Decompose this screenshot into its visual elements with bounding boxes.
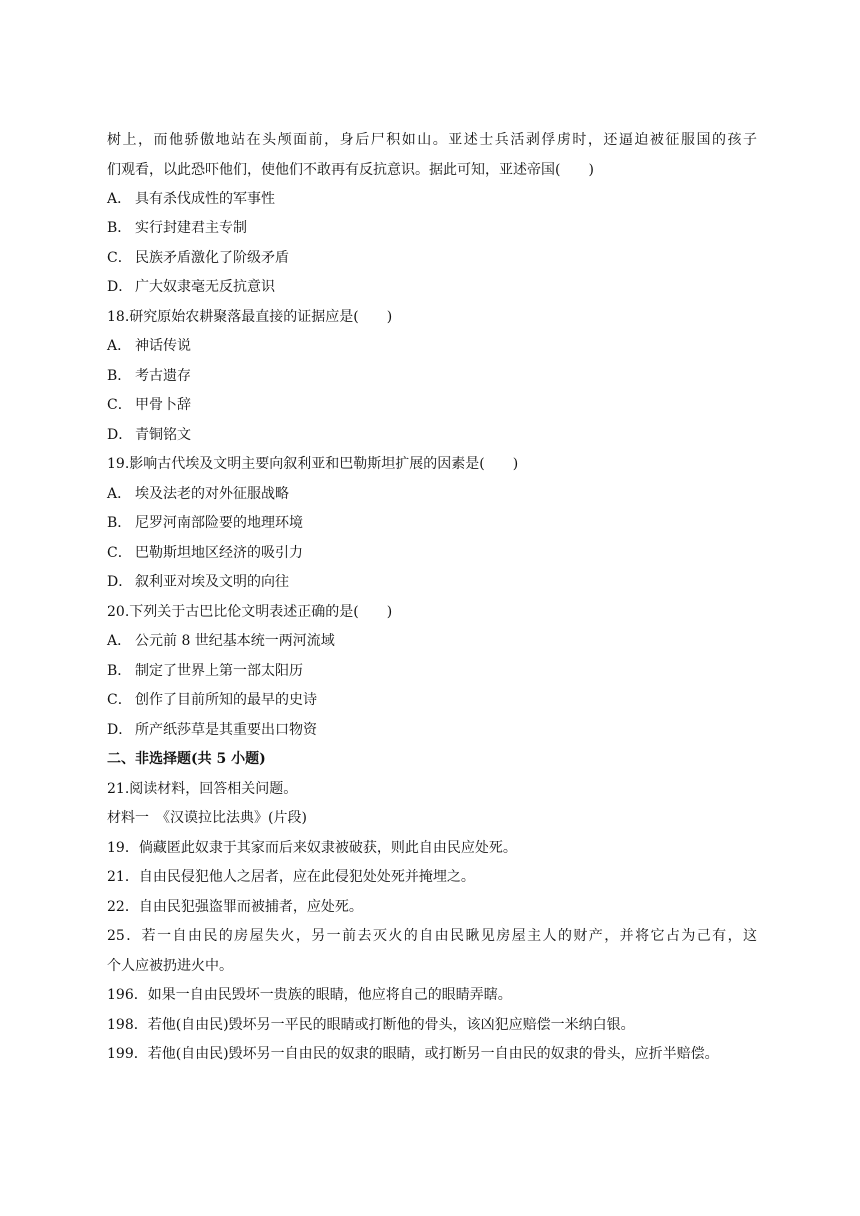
option-letter: B． <box>107 220 132 236</box>
option-letter: D． <box>107 427 133 443</box>
q20-option-d <box>107 720 317 740</box>
option-text: 神话传说 <box>135 338 191 354</box>
law-article-25-line2: 个人应被扔进火中。 <box>107 958 233 974</box>
option-letter: A． <box>107 633 132 649</box>
option-text: 创作了目前所知的最早的史诗 <box>135 692 317 708</box>
option-text: 埃及法老的对外征服战略 <box>135 486 289 502</box>
option-text: 叙利亚对埃及文明的向往 <box>135 574 289 590</box>
law-article-22: 22．自由民犯强盗罪而被捕者，应处死。 <box>107 899 363 915</box>
option-letter: B． <box>107 368 132 384</box>
option-letter: D． <box>107 279 133 295</box>
option-letter: D． <box>107 574 133 590</box>
q18-option-d <box>107 425 191 445</box>
option-letter: B． <box>107 515 132 531</box>
option-letter: B． <box>107 663 132 679</box>
q17-option-a <box>107 189 275 209</box>
q20-option-c <box>107 690 317 710</box>
law-article-198: 198．若他(自由民)毁坏另一平民的眼睛或打断他的骨头，该凶犯应赔偿一米纳白银。 <box>107 1017 635 1033</box>
law-article-21: 21．自由民侵犯他人之居者，应在此侵犯处处死并掩埋之。 <box>107 869 475 885</box>
law-article-25-line1: 25．若一自由民的房屋失火，另一前去灭火的自由民瞅见房屋主人的财产，并将它占为己有，这 <box>107 928 757 944</box>
law-article-199: 199．若他(自由民)毁坏另一自由民的奴隶的眼睛，或打断另一自由民的奴隶的骨头，应折半赔偿。 <box>107 1046 719 1062</box>
law-article-196: 196．如果一自由民毁坏一贵族的眼睛，他应将自己的眼睛弄瞎。 <box>107 987 512 1003</box>
option-text: 实行封建君主专制 <box>135 220 247 236</box>
option-letter: C． <box>107 250 132 266</box>
option-letter: D． <box>107 722 133 738</box>
option-text: 具有杀伐成性的军事性 <box>135 191 275 207</box>
q17-option-c <box>107 248 289 268</box>
q17-option-d <box>107 277 275 297</box>
q21-stem: 21.阅读材料，回答相关问题。 <box>107 781 298 797</box>
option-text: 尼罗河南部险要的地理环境 <box>135 515 303 531</box>
option-text: 广大奴隶毫无反抗意识 <box>135 279 275 295</box>
option-letter: C． <box>107 397 132 413</box>
option-text: 考古遗存 <box>135 368 191 384</box>
q18-option-c <box>107 395 191 415</box>
q19-option-d <box>107 572 289 592</box>
section-heading: 二、非选择题(共 5 小题) <box>107 751 266 767</box>
option-text: 制定了世界上第一部太阳历 <box>135 663 303 679</box>
q17-stem-line1: 树上，而他骄傲地站在头颅面前，身后尸积如山。亚述士兵活剥俘虏时，还逼迫被征服国的孩子 <box>107 132 757 148</box>
q17-stem-line2: 们观看，以此恐吓他们，使他们不敢再有反抗意识。据此可知，亚述帝国( ) <box>107 162 594 178</box>
q20-stem: 20.下列关于古巴比伦文明表述正确的是( ) <box>107 604 393 620</box>
q21-material-title: 材料一 《汉谟拉比法典》(片段) <box>107 810 307 826</box>
option-letter: C． <box>107 545 132 561</box>
q18-option-b <box>107 366 191 386</box>
law-article-19: 19．倘藏匿此奴隶于其家而后来奴隶被破获，则此自由民应处死。 <box>107 840 517 856</box>
option-text: 民族矛盾激化了阶级矛盾 <box>135 250 289 266</box>
option-text: 甲骨卜辞 <box>135 397 191 413</box>
option-letter: A． <box>107 486 132 502</box>
q18-stem: 18.研究原始农耕聚落最直接的证据应是( ) <box>107 309 393 325</box>
q20-option-b <box>107 661 303 681</box>
option-text: 公元前 8 世纪基本统一两河流域 <box>135 633 335 649</box>
option-letter: A． <box>107 191 132 207</box>
q19-option-b <box>107 513 303 533</box>
option-letter: A． <box>107 338 132 354</box>
q19-option-a <box>107 484 289 504</box>
q20-option-a <box>107 631 335 651</box>
q19-stem: 19.影响古代埃及文明主要向叙利亚和巴勒斯坦扩展的因素是( ) <box>107 456 519 472</box>
q19-option-c <box>107 543 303 563</box>
option-text: 所产纸莎草是其重要出口物资 <box>135 722 317 738</box>
option-text: 巴勒斯坦地区经济的吸引力 <box>135 545 303 561</box>
q18-option-a <box>107 336 191 356</box>
option-text: 青铜铭文 <box>135 427 191 443</box>
option-letter: C． <box>107 692 132 708</box>
q17-option-b <box>107 218 247 238</box>
